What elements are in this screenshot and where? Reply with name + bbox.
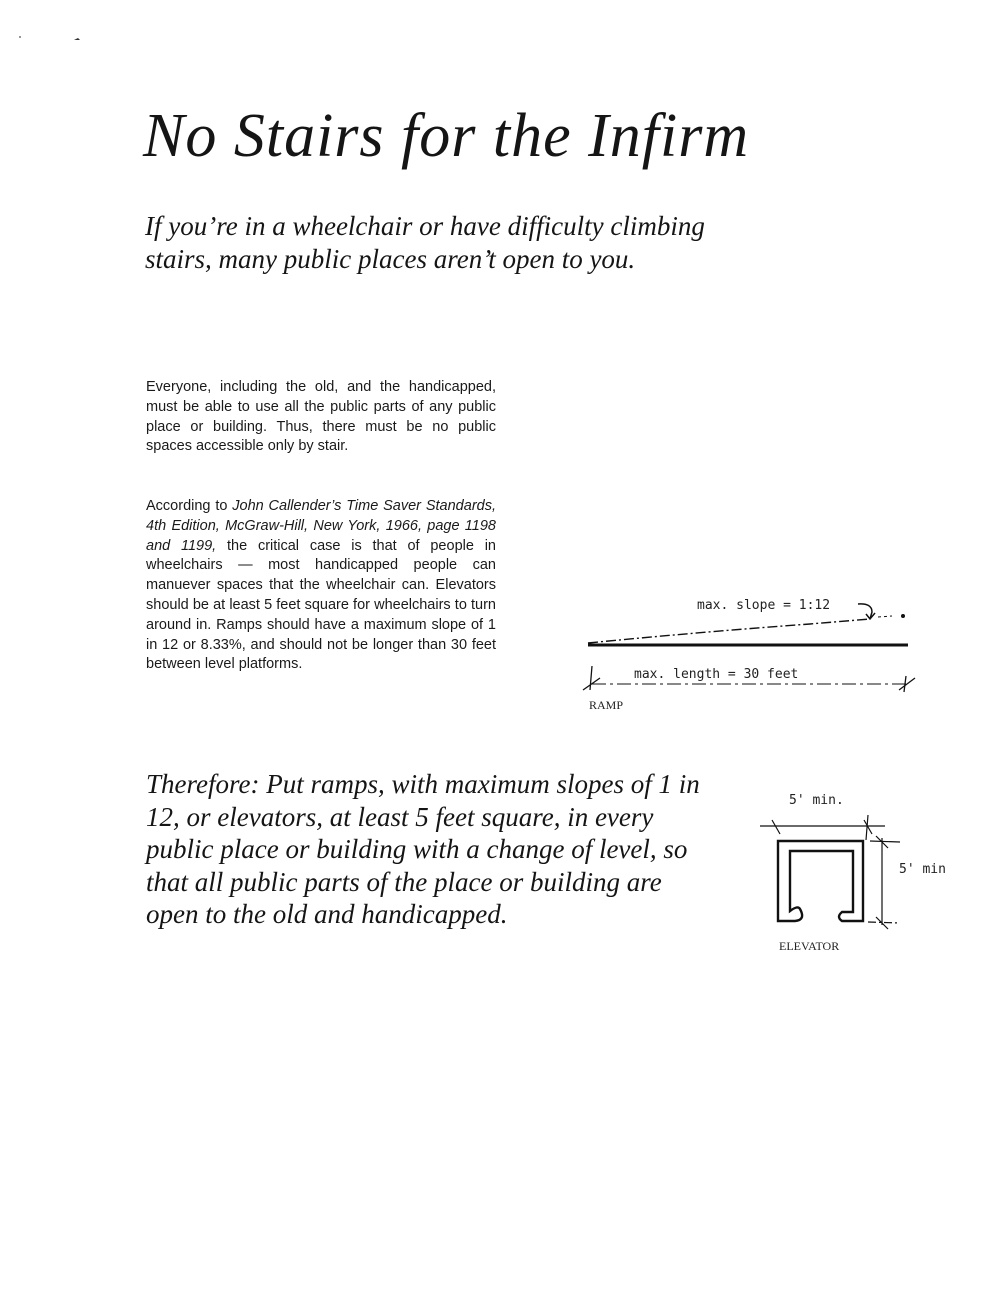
body-paragraph-1: Everyone, including the old, and the handicapped, must be able to use all the public parts of any public place or building. Thus, there must be no public spaces accessible only by stair. bbox=[146, 379, 496, 455]
ramp-slope-label: max. slope = 1:12 bbox=[697, 598, 831, 613]
paragraph-lead: According to bbox=[146, 498, 233, 514]
scan-speck bbox=[19, 36, 21, 38]
conclusion-statement: Therefore: Put ramps, with maximum slopes of 1 in 12, or elevators, at least 5 feet square, in every public place or building with a change of level, so that all public parts of the place or building are open to the old and handicapped. bbox=[146, 769, 700, 929]
paragraph-rest: the critical case is that of people in wheelchairs — most handicapped people can manuever spaces that the wheelchair can. Elevators should be at least 5 feet square for wheelchairs to turn around in. Ramps should have a maximum slope of 1 in 12 or 8.33%, and should not be longer than 30 feet between level platforms. bbox=[146, 537, 496, 673]
elevator-caption: ELEVATOR bbox=[779, 939, 840, 953]
page-title: No Stairs for the Infirm bbox=[143, 102, 750, 170]
scan-speck bbox=[74, 38, 80, 40]
subtitle: If you’re in a wheelchair or have difficulty climbing stairs, many public places aren’t open to you. bbox=[145, 211, 705, 274]
elevator-width-label: 5' min. bbox=[789, 793, 844, 808]
ramp-length-label: max. length = 30 feet bbox=[634, 667, 799, 682]
ramp-caption: RAMP bbox=[589, 698, 624, 712]
citation: John Callender’s Time Saver Standards, 4th Edition, McGraw-Hill, New York, 1966, page 1198 and 1199, bbox=[146, 498, 496, 554]
elevator-depth-label: 5' min bbox=[899, 862, 946, 877]
